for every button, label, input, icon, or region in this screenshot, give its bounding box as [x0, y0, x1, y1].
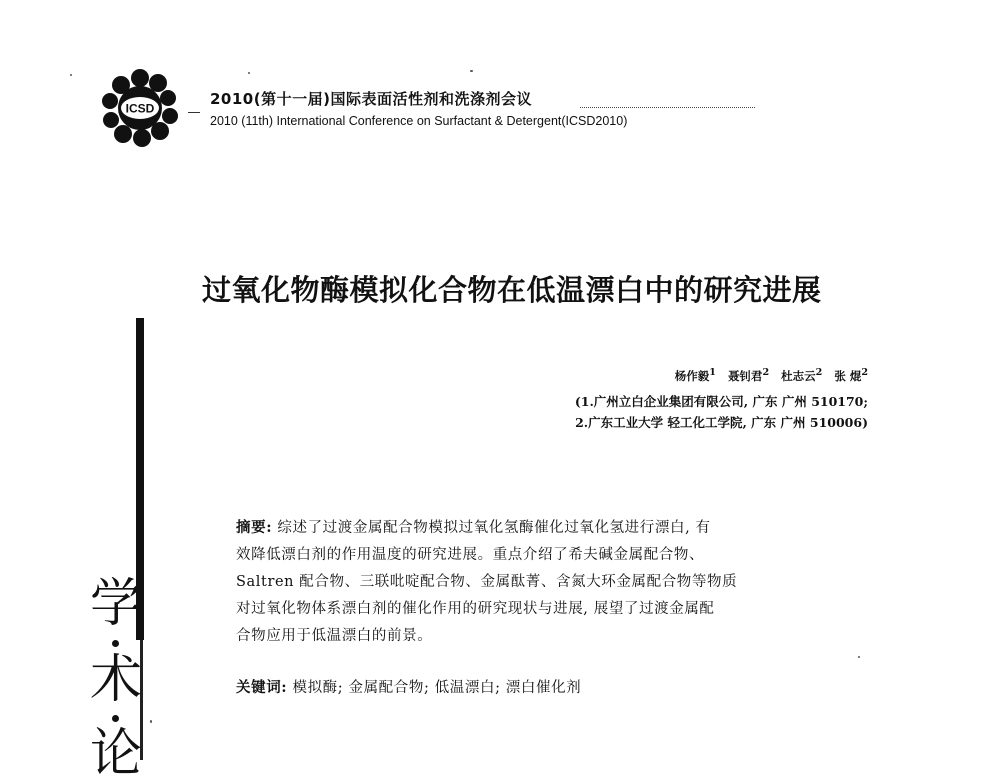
author-name: 聂钊君	[727, 368, 763, 383]
scan-speck	[858, 656, 860, 658]
header-dash	[188, 112, 200, 113]
abstract-line: 效降低漂白剂的作用温度的研究进展。重点介绍了希夫碱金属配合物、	[236, 547, 705, 563]
abstract	[236, 514, 826, 650]
section-label-char: 学	[90, 574, 143, 634]
icsd-logo	[100, 68, 180, 148]
section-label-char: 论	[90, 724, 143, 784]
section-label-dot	[112, 715, 119, 722]
affiliation-1: (1.广州立白企业集团有限公司, 广东 广州 510170;	[574, 394, 868, 409]
header-rule	[580, 107, 755, 108]
conference-title-cn: 2010(第十一届)国际表面活性剂和洗涤剂会议	[210, 90, 532, 108]
author-name: 张 焜	[834, 368, 862, 383]
scan-speck	[150, 720, 152, 723]
section-label-dot	[112, 640, 119, 647]
abstract-text: 综述了过渡金属配合物模拟过氧化氢酶催化过氧化氢进行漂白, 有	[277, 520, 711, 536]
author-sup: 1	[709, 367, 716, 378]
abstract-line: 对过氧化物体系漂白剂的催化作用的研究现状与进展, 展望了过渡金属配	[236, 601, 715, 617]
author-name: 杨作毅	[674, 368, 710, 383]
article-title: 过氧化物酶模拟化合物在低温漂白中的研究进展	[202, 273, 822, 307]
scan-speck	[470, 70, 473, 72]
keywords	[236, 676, 581, 697]
author-sup: 2	[762, 367, 770, 378]
author-sup: 2	[815, 367, 823, 378]
scan-speck	[248, 72, 250, 74]
abstract-line: Saltren 配合物、三联吡啶配合物、金属酞菁、含氮大环金属配合物等物质	[236, 574, 738, 590]
abstract-line	[236, 514, 826, 542]
author-sup: 2	[861, 367, 868, 378]
conference-title-en: 2010 (11th) International Conference on Surfactant & Detergent(ICSD2010)	[210, 114, 628, 128]
logo-text: ICSD	[125, 101, 155, 116]
section-label-char: 术	[90, 650, 143, 710]
keywords-text: 模拟酶; 金属配合物; 低温漂白; 漂白催化剂	[292, 680, 582, 696]
abstract-label: 摘要:	[236, 519, 273, 536]
keywords-label: 关键词:	[236, 679, 288, 696]
affiliation-2: 2.广东工业大学 轻工化工学院, 广东 广州 510006)	[575, 415, 868, 430]
scan-speck	[70, 74, 72, 76]
author-name: 杜志云	[781, 368, 816, 383]
author-list	[675, 367, 868, 384]
abstract-line: 合物应用于低温漂白的前景。	[236, 628, 433, 644]
